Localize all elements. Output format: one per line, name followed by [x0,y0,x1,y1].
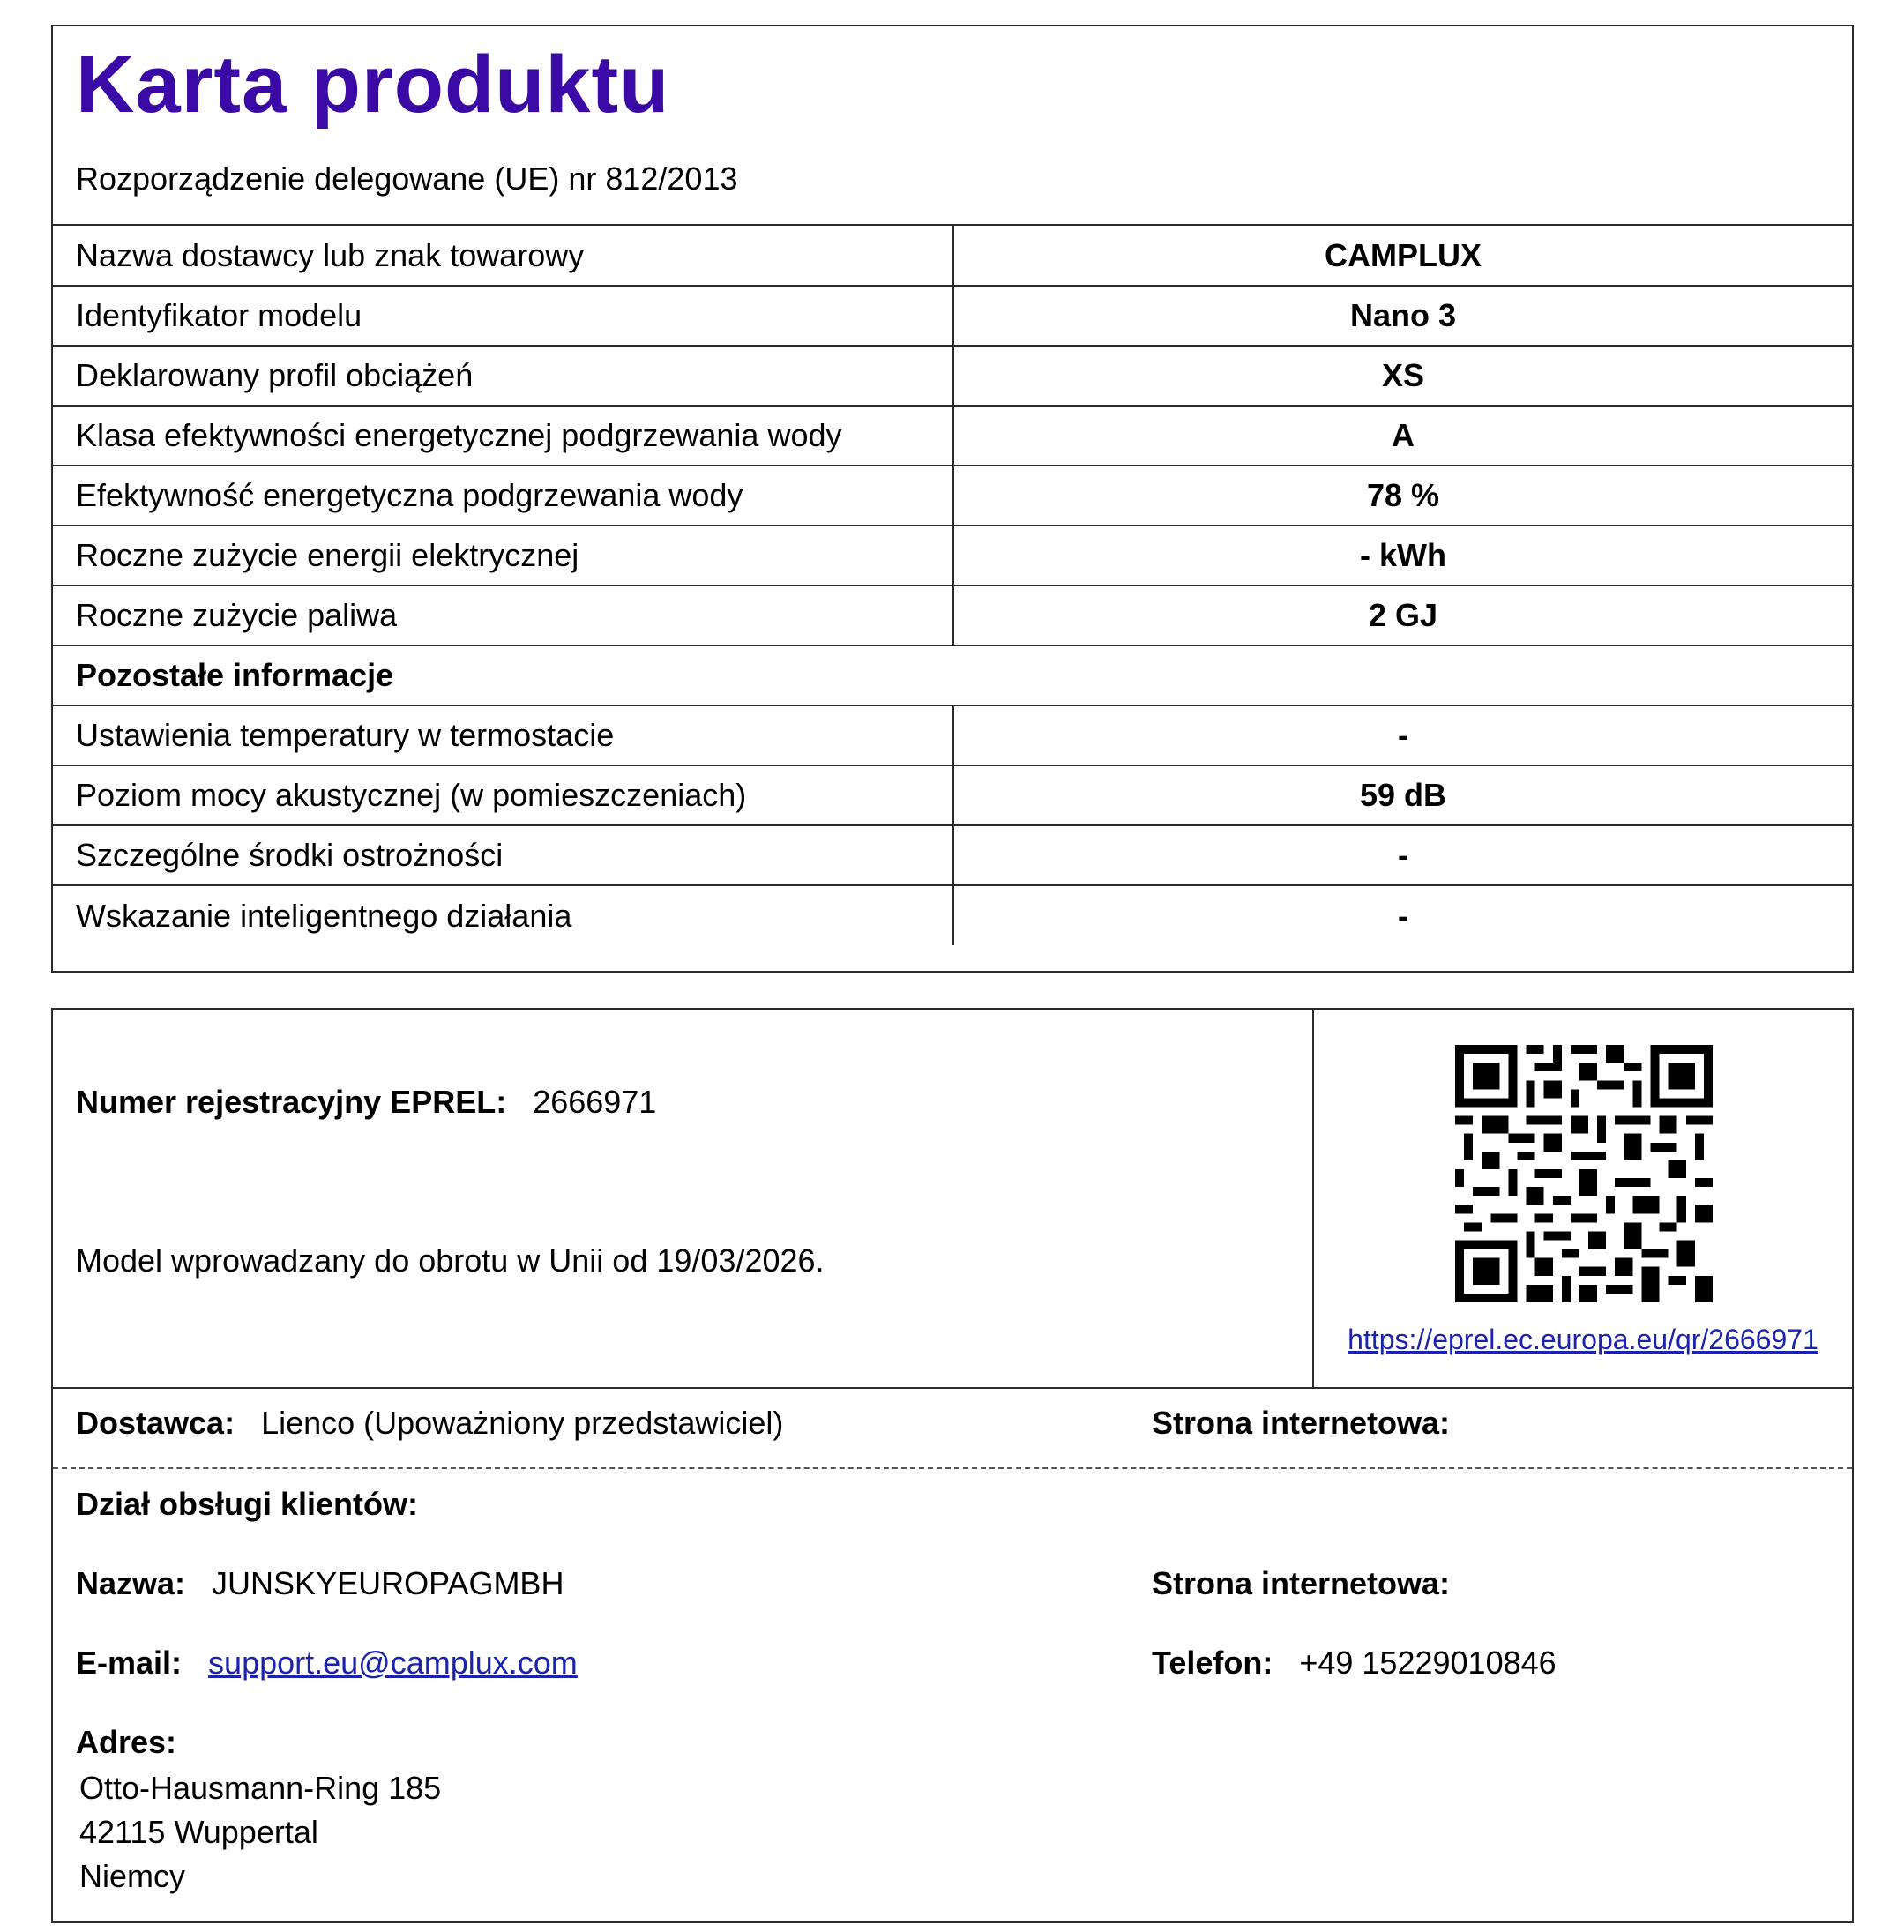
row-value: - [953,705,1852,765]
regulation-text: Rozporządzenie delegowane (UE) nr 812/2013 [76,160,738,197]
product-sheet [51,25,1854,973]
qr-cell [1312,1010,1852,1387]
table-row [53,885,1852,945]
cs-email-line [76,1645,578,1682]
market-date-text: Model wprowadzany do obrotu w Unii od 19/03/2026. [76,1242,825,1279]
row-value: XS [953,346,1852,406]
eprel-label: Numer rejestracyjny EPREL: [76,1084,507,1120]
row-label: Klasa efektywności energetycznej podgrzewania wody [53,406,953,466]
row-value: CAMPLUX [953,226,1852,286]
row-label: Poziom mocy akustycznej (w pomieszczeniach) [53,765,953,825]
row-value: 2 GJ [953,586,1852,645]
section-heading: Pozostałe informacje [53,645,1852,705]
row-value: - kWh [953,526,1852,586]
row-label: Efektywność energetyczna podgrzewania wody [53,466,953,526]
cs-phone-label: Telefon: [1152,1645,1273,1681]
eprel-registration [76,1084,656,1121]
row-value: Nano 3 [953,286,1852,346]
row-label: Wskazanie inteligentnego działania [53,885,953,945]
table-row [53,526,1852,586]
supplier-website-label: Strona internetowa: [1152,1405,1451,1441]
sheet-header [53,26,1852,226]
cs-name-label: Nazwa: [76,1565,186,1601]
cs-name-value: JUNSKYEUROPAGMBH [212,1565,564,1601]
eprel-section [53,1010,1852,1389]
dashed-divider [53,1467,1852,1469]
cs-name-line [76,1565,564,1602]
row-label: Roczne zużycie paliwa [53,586,953,645]
row-value: - [953,825,1852,885]
supplier-line [76,1405,783,1442]
table-row [53,226,1852,286]
cs-address-label: Adres: [76,1724,177,1760]
row-value: A [953,406,1852,466]
row-label: Deklarowany profil obciążeń [53,346,953,406]
row-label: Identyfikator modelu [53,286,953,346]
table-row [53,586,1852,645]
cs-phone-value: +49 15229010846 [1299,1645,1557,1681]
supplier-label: Dostawca: [76,1405,235,1441]
supplier-info-box [51,1008,1854,1923]
address-line: Niemcy [79,1858,186,1894]
row-value: - [1398,897,1408,934]
table-row [53,765,1852,825]
table-row [53,825,1852,885]
product-data-table [53,226,1852,945]
row-label: Ustawienia temperatury w termostacie [53,705,953,765]
table-row [53,346,1852,406]
cs-email-link[interactable]: support.eu@camplux.com [208,1645,578,1681]
supplier-value: Lienco (Upoważniony przedstawiciel) [261,1405,784,1441]
row-label: Roczne zużycie energii elektrycznej [53,526,953,586]
address-line: 42115 Wuppertal [79,1814,318,1850]
eprel-qr-link[interactable]: https://eprel.ec.europa.eu/qr/2666971 [1348,1324,1818,1355]
qr-code-icon [1455,1045,1713,1302]
cs-phone-line [1152,1645,1557,1682]
section-row [53,645,1852,705]
eprel-number: 2666971 [533,1084,657,1120]
cs-website-label: Strona internetowa: [1152,1565,1451,1601]
table-row [53,286,1852,346]
table-row [53,406,1852,466]
row-value: 59 dB [953,765,1852,825]
cs-email-label: E-mail: [76,1645,183,1681]
row-label: Nazwa dostawcy lub znak towarowy [53,226,953,286]
customer-service-title: Dział obsługi klientów: [76,1486,419,1522]
row-value: 78 % [953,466,1852,526]
table-row [53,705,1852,765]
page-title: Karta produktu [76,40,670,130]
row-label: Szczególne środki ostrożności [53,825,953,885]
address-line: Otto-Hausmann-Ring 185 [79,1770,442,1806]
table-row [53,466,1852,526]
